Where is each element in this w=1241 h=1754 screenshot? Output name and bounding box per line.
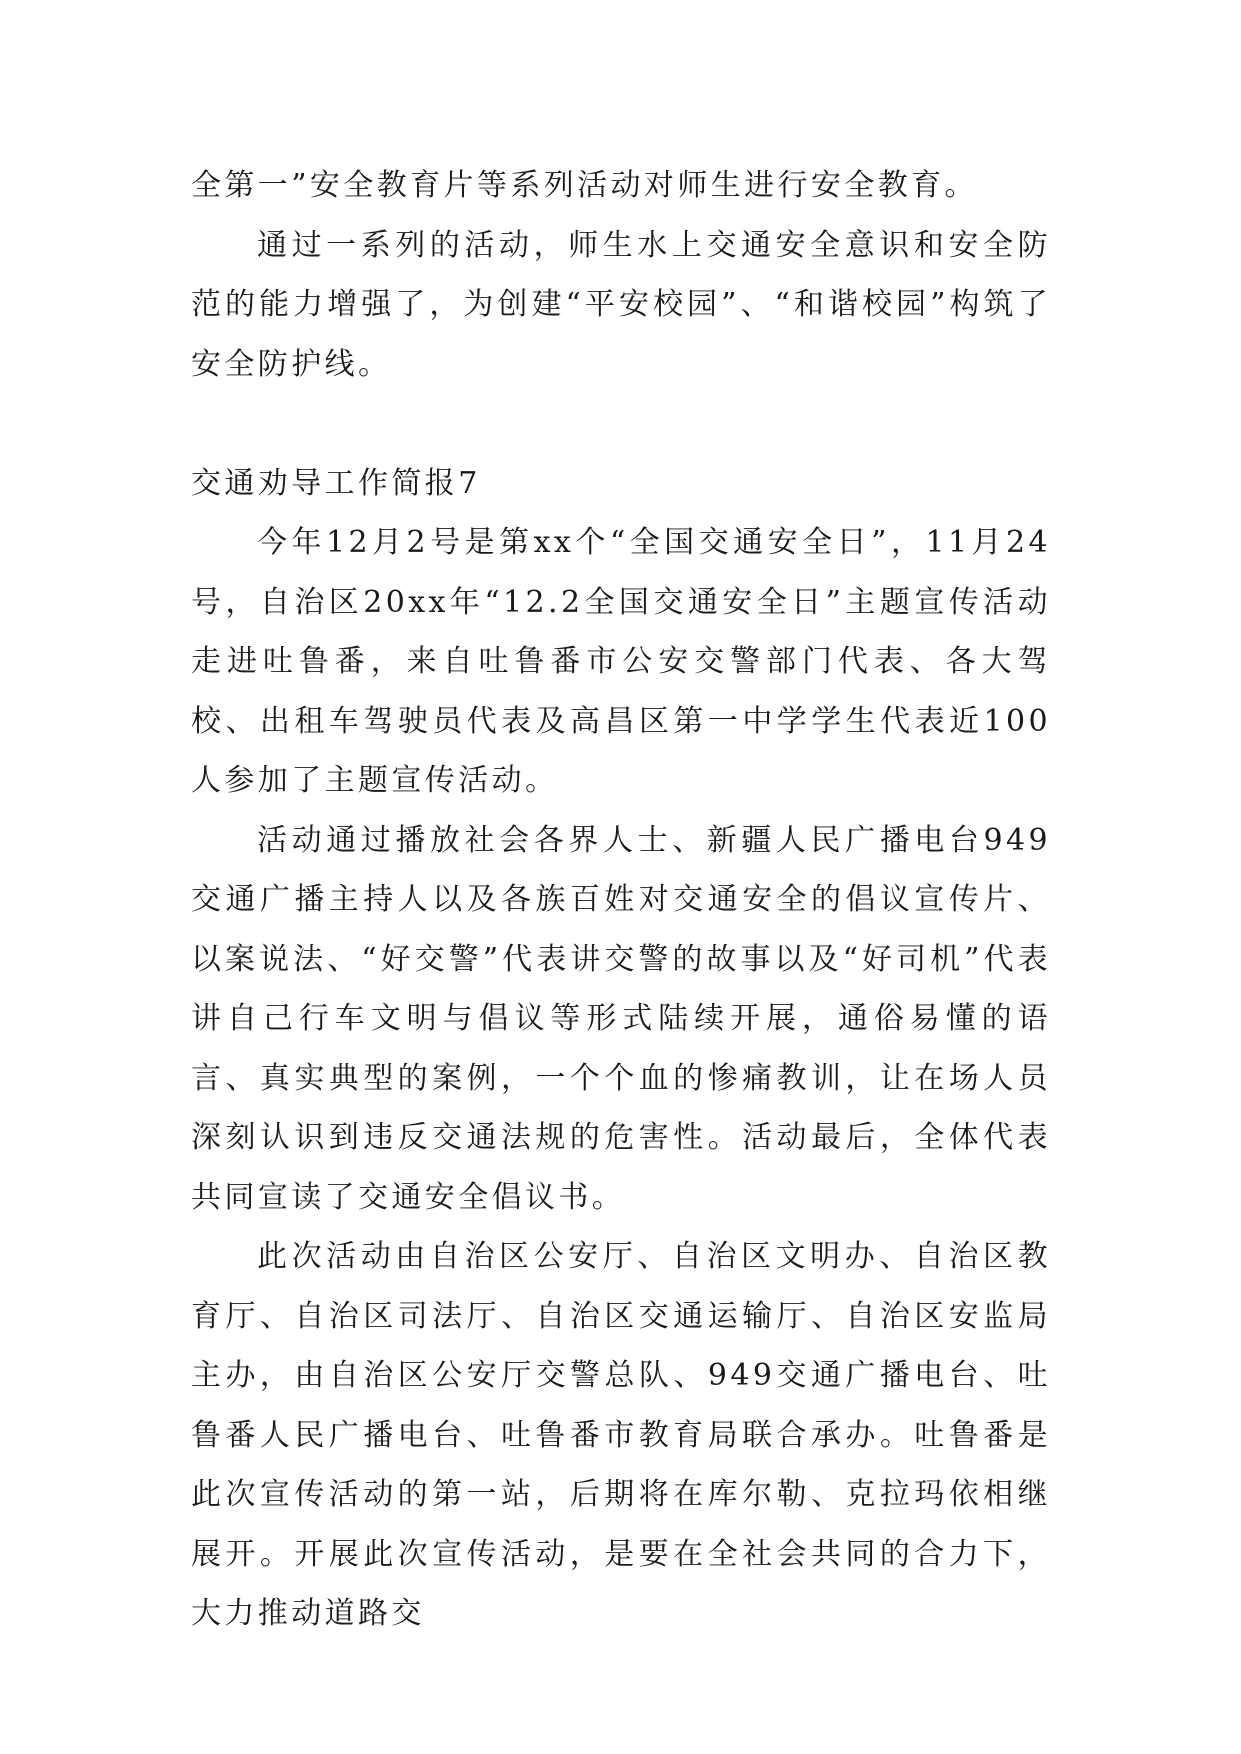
paragraph-event-content: 活动通过播放社会各界人士、新疆人民广播电台949交通广播主持人以及各族百姓对交通安全的倡议宣传片、以案说法、“好交警”代表讲交警的故事以及“好司机”代表讲自己行车文明与倡议等形式陆续开展，通俗易懂的语言、真实典型的案例，一个个血的惨痛教训，让在场人员深刻认识到违反交通法规的危害性。活动最后，全体代表共同宣读了交通安全倡议书。 bbox=[191, 822, 1051, 1215]
paragraph-organizers: 此次活动由自治区公安厅、自治区文明办、自治区教育厅、自治区司法厅、自治区交通运输厅、自治区安监局主办，由自治区公安厅交警总队、949交通广播电台、吐鲁番人民广播电台、吐鲁番市教育局联合承办。吐鲁番是此次宣传活动的第一站，后期将在库尔勒、克拉玛依相继展开。开展此次宣传活动，是要在全社会共同的合力下，大力推动道路交 bbox=[191, 1239, 1051, 1631]
section-heading: 交通劝导工作简报7 bbox=[191, 465, 481, 501]
paragraph-continuation: 全第一”安全教育片等系列活动对师生进行安全教育。 bbox=[191, 168, 978, 203]
paragraph-event-intro: 今年12月2号是第xx个“全国交通安全日”，11月24号，自治区20xx年“12.2全国交通安全日”主题宣传活动走进吐鲁番，来自吐鲁番市公安交警部门代表、各大驾校、出租车驾驶员代表及高昌区第一中学学生代表近100人参加了主题宣传活动。 bbox=[191, 525, 1051, 798]
paragraph-gap bbox=[191, 394, 1051, 454]
document-page bbox=[191, 156, 1051, 1644]
paragraph-activity-result: 通过一系列的活动，师生水上交通安全意识和安全防范的能力增强了，为创建“平安校园”、“和谐校园”构筑了安全防护线。 bbox=[191, 227, 1051, 382]
